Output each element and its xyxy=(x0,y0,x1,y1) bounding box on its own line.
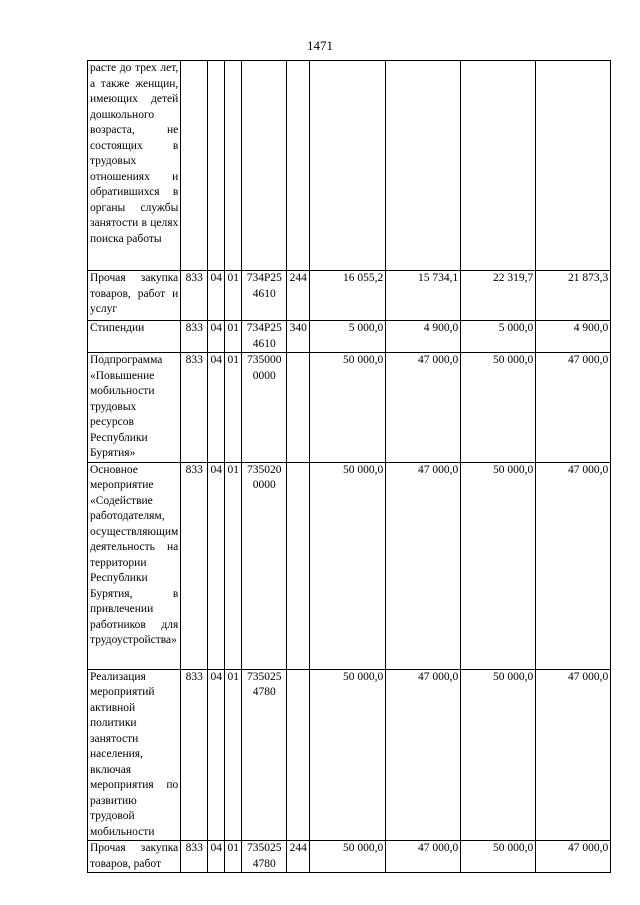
grbs-code xyxy=(181,61,208,271)
budget-table xyxy=(87,60,611,873)
table-row xyxy=(88,271,611,321)
grbs-code: 833 xyxy=(181,462,208,669)
amount-1: 50 000,0 xyxy=(310,841,386,873)
section-code: 04 xyxy=(208,462,225,669)
subsection-code: 01 xyxy=(225,462,242,669)
expense-type-code xyxy=(287,462,310,669)
amount-2: 47 000,0 xyxy=(386,841,461,873)
row-name: Подпрограмма «Повышение мобильности трудовых ресурсов Республики Бурятия» xyxy=(88,353,181,463)
row-name: Прочая закупка товаров, работ и услуг xyxy=(88,271,181,321)
amount-2: 47 000,0 xyxy=(386,462,461,669)
grbs-code: 833 xyxy=(181,271,208,321)
amount-1: 50 000,0 xyxy=(310,462,386,669)
amount-1 xyxy=(310,61,386,271)
row-name: расте до трех лет, а также женщин, имеющих детей дошкольного возраста, не состоящих в трудовых отношениях и обратившихся в органы службы занятости в целях поиска работы xyxy=(88,61,181,271)
page-number: 1471 xyxy=(307,38,333,53)
grbs-code: 833 xyxy=(181,321,208,353)
subsection-code xyxy=(225,61,242,271)
subsection-code: 01 xyxy=(225,271,242,321)
amount-3: 50 000,0 xyxy=(461,669,536,841)
target-article-code: 735025 4780 xyxy=(242,669,287,841)
amount-3: 50 000,0 xyxy=(461,462,536,669)
amount-1: 16 055,2 xyxy=(310,271,386,321)
table-row xyxy=(88,841,611,873)
amount-3 xyxy=(461,61,536,271)
section-code xyxy=(208,61,225,271)
grbs-code: 833 xyxy=(181,353,208,463)
expense-type-code xyxy=(287,669,310,841)
amount-3: 5 000,0 xyxy=(461,321,536,353)
target-article-code: 734P25 4610 xyxy=(242,271,287,321)
section-code: 04 xyxy=(208,669,225,841)
amount-4 xyxy=(536,61,611,271)
expense-type-code: 244 xyxy=(287,271,310,321)
table-row xyxy=(88,669,611,841)
target-article-code xyxy=(242,61,287,271)
amount-4: 47 000,0 xyxy=(536,462,611,669)
row-name: Реализация мероприятий активной политики занятости населения, включая мероприятия по развитию трудовой мобильности xyxy=(88,669,181,841)
target-article-code: 735020 0000 xyxy=(242,462,287,669)
row-name: Основное мероприятие «Содействие работодателям, осуществляющим деятельность на территории Республики Бурятия, в привлечении работников для трудоустройства» xyxy=(88,462,181,669)
amount-2: 4 900,0 xyxy=(386,321,461,353)
expense-type-code: 244 xyxy=(287,841,310,873)
section-code: 04 xyxy=(208,841,225,873)
amount-2: 15 734,1 xyxy=(386,271,461,321)
amount-3: 50 000,0 xyxy=(461,353,536,463)
table-row xyxy=(88,462,611,669)
target-article-code: 735025 4780 xyxy=(242,841,287,873)
table-row xyxy=(88,321,611,353)
expense-type-code xyxy=(287,61,310,271)
amount-4: 4 900,0 xyxy=(536,321,611,353)
expense-type-code: 340 xyxy=(287,321,310,353)
amount-3: 50 000,0 xyxy=(461,841,536,873)
amount-2 xyxy=(386,61,461,271)
grbs-code: 833 xyxy=(181,841,208,873)
expense-type-code xyxy=(287,353,310,463)
grbs-code: 833 xyxy=(181,669,208,841)
amount-2: 47 000,0 xyxy=(386,353,461,463)
target-article-code: 735000 0000 xyxy=(242,353,287,463)
amount-4: 21 873,3 xyxy=(536,271,611,321)
amount-3: 22 319,7 xyxy=(461,271,536,321)
amount-1: 50 000,0 xyxy=(310,669,386,841)
section-code: 04 xyxy=(208,321,225,353)
table-row xyxy=(88,61,611,271)
subsection-code: 01 xyxy=(225,841,242,873)
subsection-code: 01 xyxy=(225,321,242,353)
subsection-code: 01 xyxy=(225,353,242,463)
amount-4: 47 000,0 xyxy=(536,669,611,841)
table-row xyxy=(88,353,611,463)
section-code: 04 xyxy=(208,353,225,463)
target-article-code: 734P25 4610 xyxy=(242,321,287,353)
subsection-code: 01 xyxy=(225,669,242,841)
amount-2: 47 000,0 xyxy=(386,669,461,841)
section-code: 04 xyxy=(208,271,225,321)
amount-4: 47 000,0 xyxy=(536,841,611,873)
amount-4: 47 000,0 xyxy=(536,353,611,463)
row-name: Прочая закупка товаров, работ xyxy=(88,841,181,873)
amount-1: 5 000,0 xyxy=(310,321,386,353)
amount-1: 50 000,0 xyxy=(310,353,386,463)
row-name: Стипендии xyxy=(88,321,181,353)
